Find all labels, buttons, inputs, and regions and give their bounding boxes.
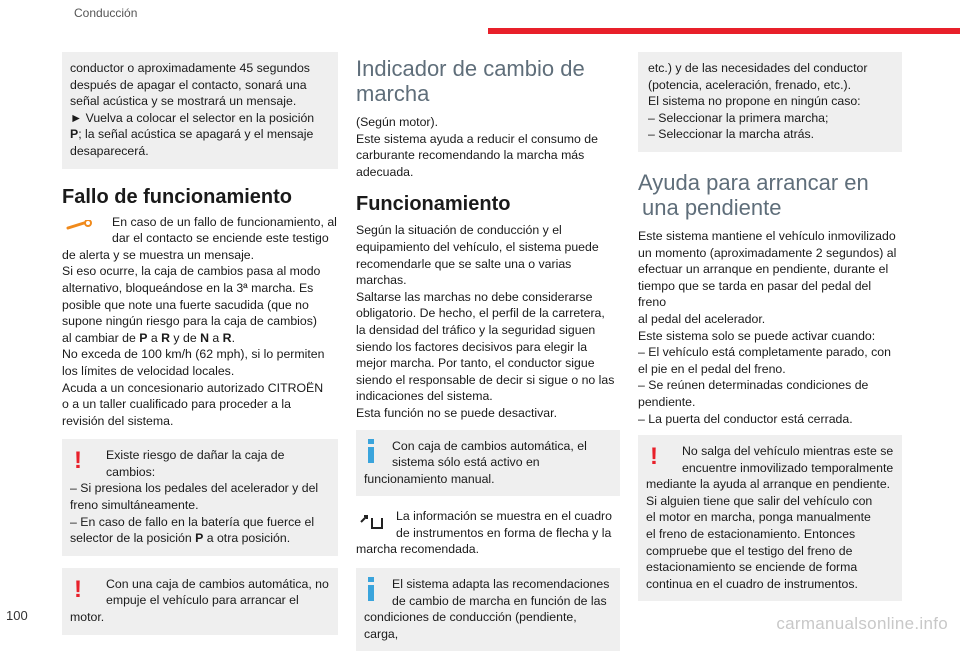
text-line (70, 530, 330, 547)
info-icon (364, 439, 378, 463)
text-fragment: a (208, 330, 223, 345)
text-fragment: a (147, 330, 162, 345)
text-line: adecuada. (356, 164, 414, 179)
fallo-heading: Fallo de funcionamiento (62, 185, 293, 208)
text-line: – Seleccionar la primera marcha; (648, 110, 829, 125)
text-line: un momento (aproximadamente 2 segundos) al (638, 245, 897, 260)
continued-info-box (638, 52, 902, 152)
text-line: el motor en marcha, ponga manualmente (646, 510, 871, 525)
info-box-automatic (356, 430, 620, 497)
text-line: el freno de estacionamiento. Entonces (646, 527, 856, 542)
text-line: – El vehículo está completamente parado, con (638, 345, 891, 360)
text-line: El sistema no propone en ningún caso: (648, 94, 861, 109)
text-line: La información se muestra en el cuadro (396, 509, 612, 524)
text-line: empuje el vehículo para arrancar el (106, 593, 299, 608)
text-line: Acuda a un concesionario autorizado CITROËN (62, 380, 324, 395)
text-line: En caso de un fallo de funcionamiento, al (112, 214, 337, 229)
text-line: mediante la ayuda al arranque en pendiente. (646, 477, 891, 492)
text-fragment: selector de la posición (70, 531, 196, 546)
text-line: Según la situación de conducción y el (356, 223, 562, 238)
gear-shift-indicator-icon (358, 512, 386, 532)
text-line: señal acústica y se mostrará un mensaje. (70, 94, 297, 109)
warning-box-hill-start (638, 435, 902, 601)
fallo-section (62, 214, 338, 430)
section-title-gear-indicator: Indicador de cambio de (356, 56, 585, 81)
wrench-warning-icon (66, 220, 94, 230)
text-line: tiempo que se tarda en pasar del pedal del freno (638, 278, 872, 310)
text-line (62, 330, 338, 347)
gear-letter: R (222, 330, 232, 345)
text-line: obligatorio. De hecho, el perfil de la carretera, (356, 306, 605, 321)
watermark: carmanualsonline.info (776, 614, 948, 633)
text-line: pendiente. (638, 394, 696, 409)
continued-note-box (62, 52, 338, 169)
text-fragment: ; la señal acústica se apagará y el mensaje (78, 127, 314, 142)
column-3 (638, 52, 902, 613)
text-line: freno simultáneamente. (70, 498, 199, 513)
text-line: Este sistema ayuda a reducir el consumo de (356, 131, 598, 146)
text-line: condiciones de conducción (pendiente, carga, (364, 610, 577, 641)
gear-letter: R (161, 330, 171, 345)
text-line: cambios: (106, 464, 156, 479)
text-line: supone ningún riesgo para la caja de cambios) (62, 314, 317, 329)
text-line: alternativo, bloqueándose en la 3ª marcha. Es (62, 280, 314, 295)
text-line: funcionamiento manual. (364, 471, 495, 486)
text-line: indicaciones del sistema. (356, 389, 493, 404)
text-line: Con caja de cambios automática, el (392, 438, 587, 453)
text-line: de cambio de marcha en función de las (392, 593, 607, 608)
text-line: – Si presiona los pedales del acelerador y del (70, 481, 319, 496)
text-line: – Se reúnen determinadas condiciones de (638, 378, 869, 393)
info-box-adapts (356, 568, 620, 651)
text-line: etc.) y de las necesidades del conductor (648, 61, 868, 75)
text-line: motor. (70, 610, 105, 625)
warning-box-gearbox-damage (62, 439, 338, 556)
text-line: No exceda de 100 km/h (62 mph), si lo permiten (62, 347, 325, 362)
text-fragment: . (231, 330, 235, 345)
text-line: marchas. (356, 273, 407, 288)
text-line: recomendarle que se salte una o varias (356, 256, 572, 271)
page-number: 100 (6, 608, 28, 623)
text-line: desaparecerá. (70, 143, 149, 158)
text-line: la densidad del tráfico y la seguridad siguen (356, 322, 596, 337)
text-fragment: y de (170, 330, 201, 345)
text-line: o a un taller cualificado para proceder a la (62, 397, 291, 412)
column-1 (62, 52, 338, 647)
section-title: Conducción (74, 6, 138, 20)
warning-box-no-push (62, 568, 338, 635)
gear-info-section (356, 508, 620, 558)
text-line: Si eso ocurre, la caja de cambios pasa al modo (62, 264, 321, 279)
header-accent-bar (488, 28, 960, 34)
text-line: marcha recomendada. (356, 542, 480, 557)
text-line: (Según motor). (356, 115, 439, 129)
text-line: al pedal del acelerador. (638, 311, 766, 326)
gear-letter: P (70, 127, 79, 142)
text-line: Este sistema mantiene el vehículo inmovilizado (638, 228, 896, 243)
text-fragment: a otra posición. (203, 531, 291, 546)
text-line: Existe riesgo de dañar la caja de (106, 448, 285, 463)
gear-letter: N (200, 330, 209, 345)
text-line: conductor o aproximadamente 45 segundos (70, 61, 310, 75)
text-line: el pie en el pedal del freno. (638, 361, 786, 376)
text-line: Este sistema solo se puede activar cuando: (638, 328, 876, 343)
text-line: sistema sólo está activo en (392, 455, 540, 470)
gear-letter: P (195, 531, 204, 546)
text-line: los límites de velocidad locales. (62, 363, 235, 378)
text-line: (potencia, aceleración, frenado, etc.). (648, 77, 852, 92)
gear-letter: P (139, 330, 148, 345)
exclamation-warning-icon: ! (650, 443, 658, 471)
text-line: posible que note una fuerte sacudida (que no (62, 297, 309, 312)
text-line: No salga del vehículo mientras este se (682, 444, 894, 459)
text-line: efectuar un arranque en pendiente, durante el (638, 262, 889, 277)
text-line: revisión del sistema. (62, 413, 174, 428)
column-2 (356, 56, 620, 663)
text-line: Saltarse las marchas no debe considerarse (356, 289, 593, 304)
text-line: – Seleccionar la marcha atrás. (648, 127, 815, 142)
text-line (70, 126, 330, 143)
text-line: El sistema adapta las recomendaciones (392, 577, 610, 592)
section-title-hill-start: Ayuda para arrancar en (638, 169, 869, 195)
exclamation-warning-icon: ! (74, 575, 82, 603)
text-line: Esta función no se puede desactivar. (356, 405, 557, 420)
text-line: de alerta y se muestra un mensaje. (62, 247, 255, 262)
text-line: encuentre inmovilizado temporalmente (682, 460, 894, 475)
text-line: continua en el cuadro de instrumentos. (646, 576, 858, 591)
text-line: Si alguien tiene que salir del vehículo con (646, 493, 873, 508)
text-line: dar el contacto se enciende este testigo (112, 231, 329, 246)
text-line: después de apagar el contacto, sonará una (70, 77, 307, 92)
exclamation-warning-icon: ! (74, 447, 82, 475)
section-title-gear-indicator-line2: marcha (356, 81, 430, 106)
text-line: – La puerta del conductor está cerrada. (638, 411, 853, 426)
text-line: Con una caja de cambios automática, no (106, 576, 329, 591)
funcionamiento-heading: Funcionamiento (356, 193, 511, 216)
text-line: ► Vuelva a colocar el selector en la posición (70, 110, 315, 125)
section-title-hill-start-line2: una pendiente (642, 194, 782, 220)
text-line: – En caso de fallo en la batería que fuerce el (70, 514, 315, 529)
text-line: equipamiento del vehículo, el sistema puede (356, 239, 599, 254)
text-line: estacionamiento se enciende de forma (646, 560, 858, 575)
text-line: de instrumentos en forma de flecha y la (396, 525, 612, 540)
text-fragment: al cambiar de (62, 330, 140, 345)
text-line: carburante recomendando la marcha más (356, 148, 585, 163)
text-line: siendo el responsable de decir si sigue o no las (356, 372, 615, 387)
text-line: mejor marcha. Por tanto, el conductor sigue (356, 356, 595, 371)
info-icon (364, 577, 378, 601)
text-line: siendo los factores decisivos para elegir la (356, 339, 588, 354)
text-line: compruebe que el testigo del freno de (646, 543, 853, 558)
